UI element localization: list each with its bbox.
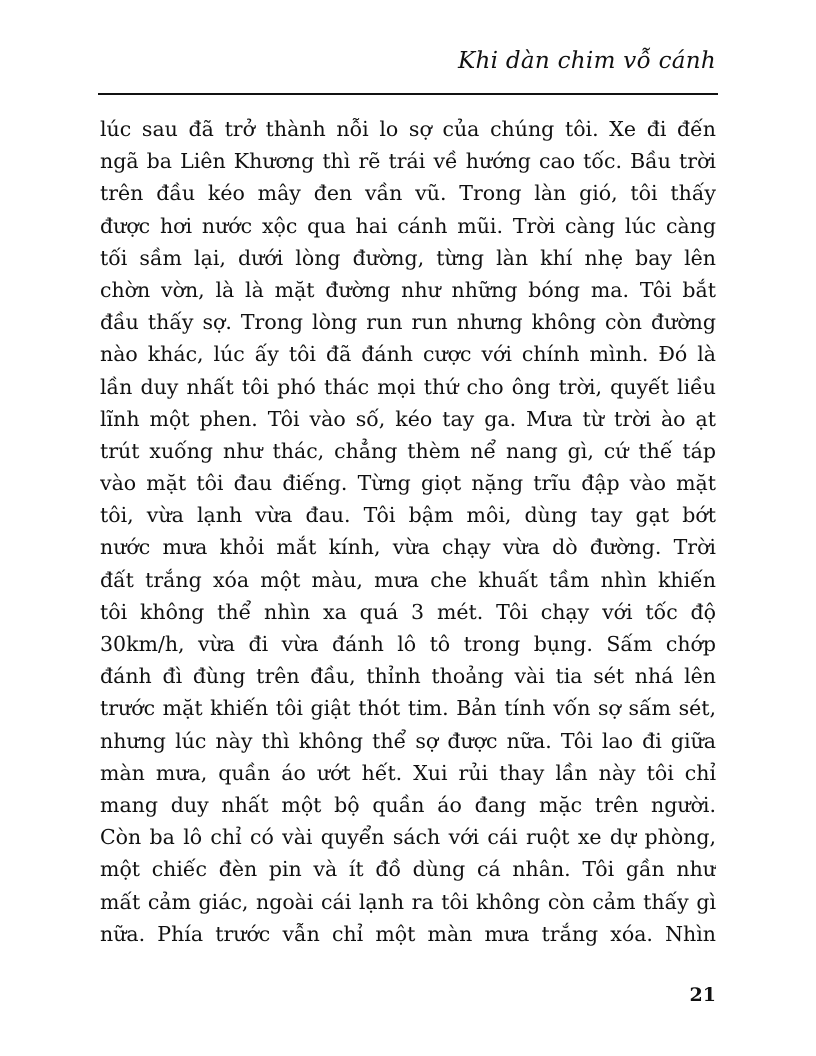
text-line: trước mặt khiến tôi giật thót tim. Bản tính vốn sợ sấm sét, [100,696,716,721]
body-text [100,113,716,950]
text-line: đầu thấy sợ. Trong lòng run run nhưng không còn đường [100,310,716,335]
page-number: 21 [689,984,716,1006]
text-line: vào mặt tôi đau điếng. Từng giọt nặng trĩu đập vào mặt [100,471,716,496]
text-line: màn mưa, quần áo ướt hết. Xui rủi thay lần này tôi chỉ [100,760,716,785]
text-line: nào khác, lúc ấy tôi đã đánh cược với chính mình. Đó là [100,342,716,367]
text-line: lần duy nhất tôi phó thác mọi thứ cho ông trời, quyết liều [100,374,716,399]
text-line: một chiếc đèn pin và ít đồ dùng cá nhân. Tôi gần như [100,857,716,882]
text-line: mang duy nhất một bộ quần áo đang mặc trên người. [100,792,716,817]
text-line: chờn vờn, là là mặt đường như những bóng ma. Tôi bắt [100,277,716,302]
text-line: lĩnh một phen. Tôi vào số, kéo tay ga. Mưa từ trời ào ạt [100,406,716,431]
text-line: tôi, vừa lạnh vừa đau. Tôi bậm môi, dùng tay gạt bớt [100,503,716,528]
text-line: tối sầm lại, dưới lòng đường, từng làn khí nhẹ bay lên [100,245,716,270]
text-line: đất trắng xóa một màu, mưa che khuất tầm nhìn khiến [100,567,716,592]
text-line: được hơi nước xộc qua hai cánh mũi. Trời càng lúc càng [100,213,716,238]
header-divider [98,93,718,95]
text-line: Còn ba lô chỉ có vài quyển sách với cái ruột xe dự phòng, [100,825,716,850]
text-line: ngã ba Liên Khương thì rẽ trái về hướng cao tốc. Bầu trời [100,149,716,174]
text-line: trút xuống như thác, chẳng thèm nể nang gì, cứ thế táp [100,438,716,463]
text-line: tôi không thể nhìn xa quá 3 mét. Tôi chạy với tốc độ [100,599,716,624]
text-line: 30km/h, vừa đi vừa đánh lô tô trong bụng. Sấm chớp [100,632,716,656]
text-line: nhưng lúc này thì không thể sợ được nữa. Tôi lao đi giữa [100,728,716,753]
text-line: lúc sau đã trở thành nỗi lo sợ của chúng tôi. Xe đi đến [100,117,716,141]
text-line: nữa. Phía trước vẫn chỉ một màn mưa trắng xóa. Nhìn [100,921,716,946]
text-line: mất cảm giác, ngoài cái lạnh ra tôi không còn cảm thấy gì [100,889,716,914]
text-line: nước mưa khỏi mắt kính, vừa chạy vừa dò đường. Trời [100,535,716,560]
text-line: trên đầu kéo mây đen vần vũ. Trong làn gió, tôi thấy [100,181,716,206]
text-line: đánh đì đùng trên đầu, thỉnh thoảng vài tia sét nhá lên [100,664,716,689]
running-header-title: Khi dàn chim vỗ cánh [458,48,716,74]
